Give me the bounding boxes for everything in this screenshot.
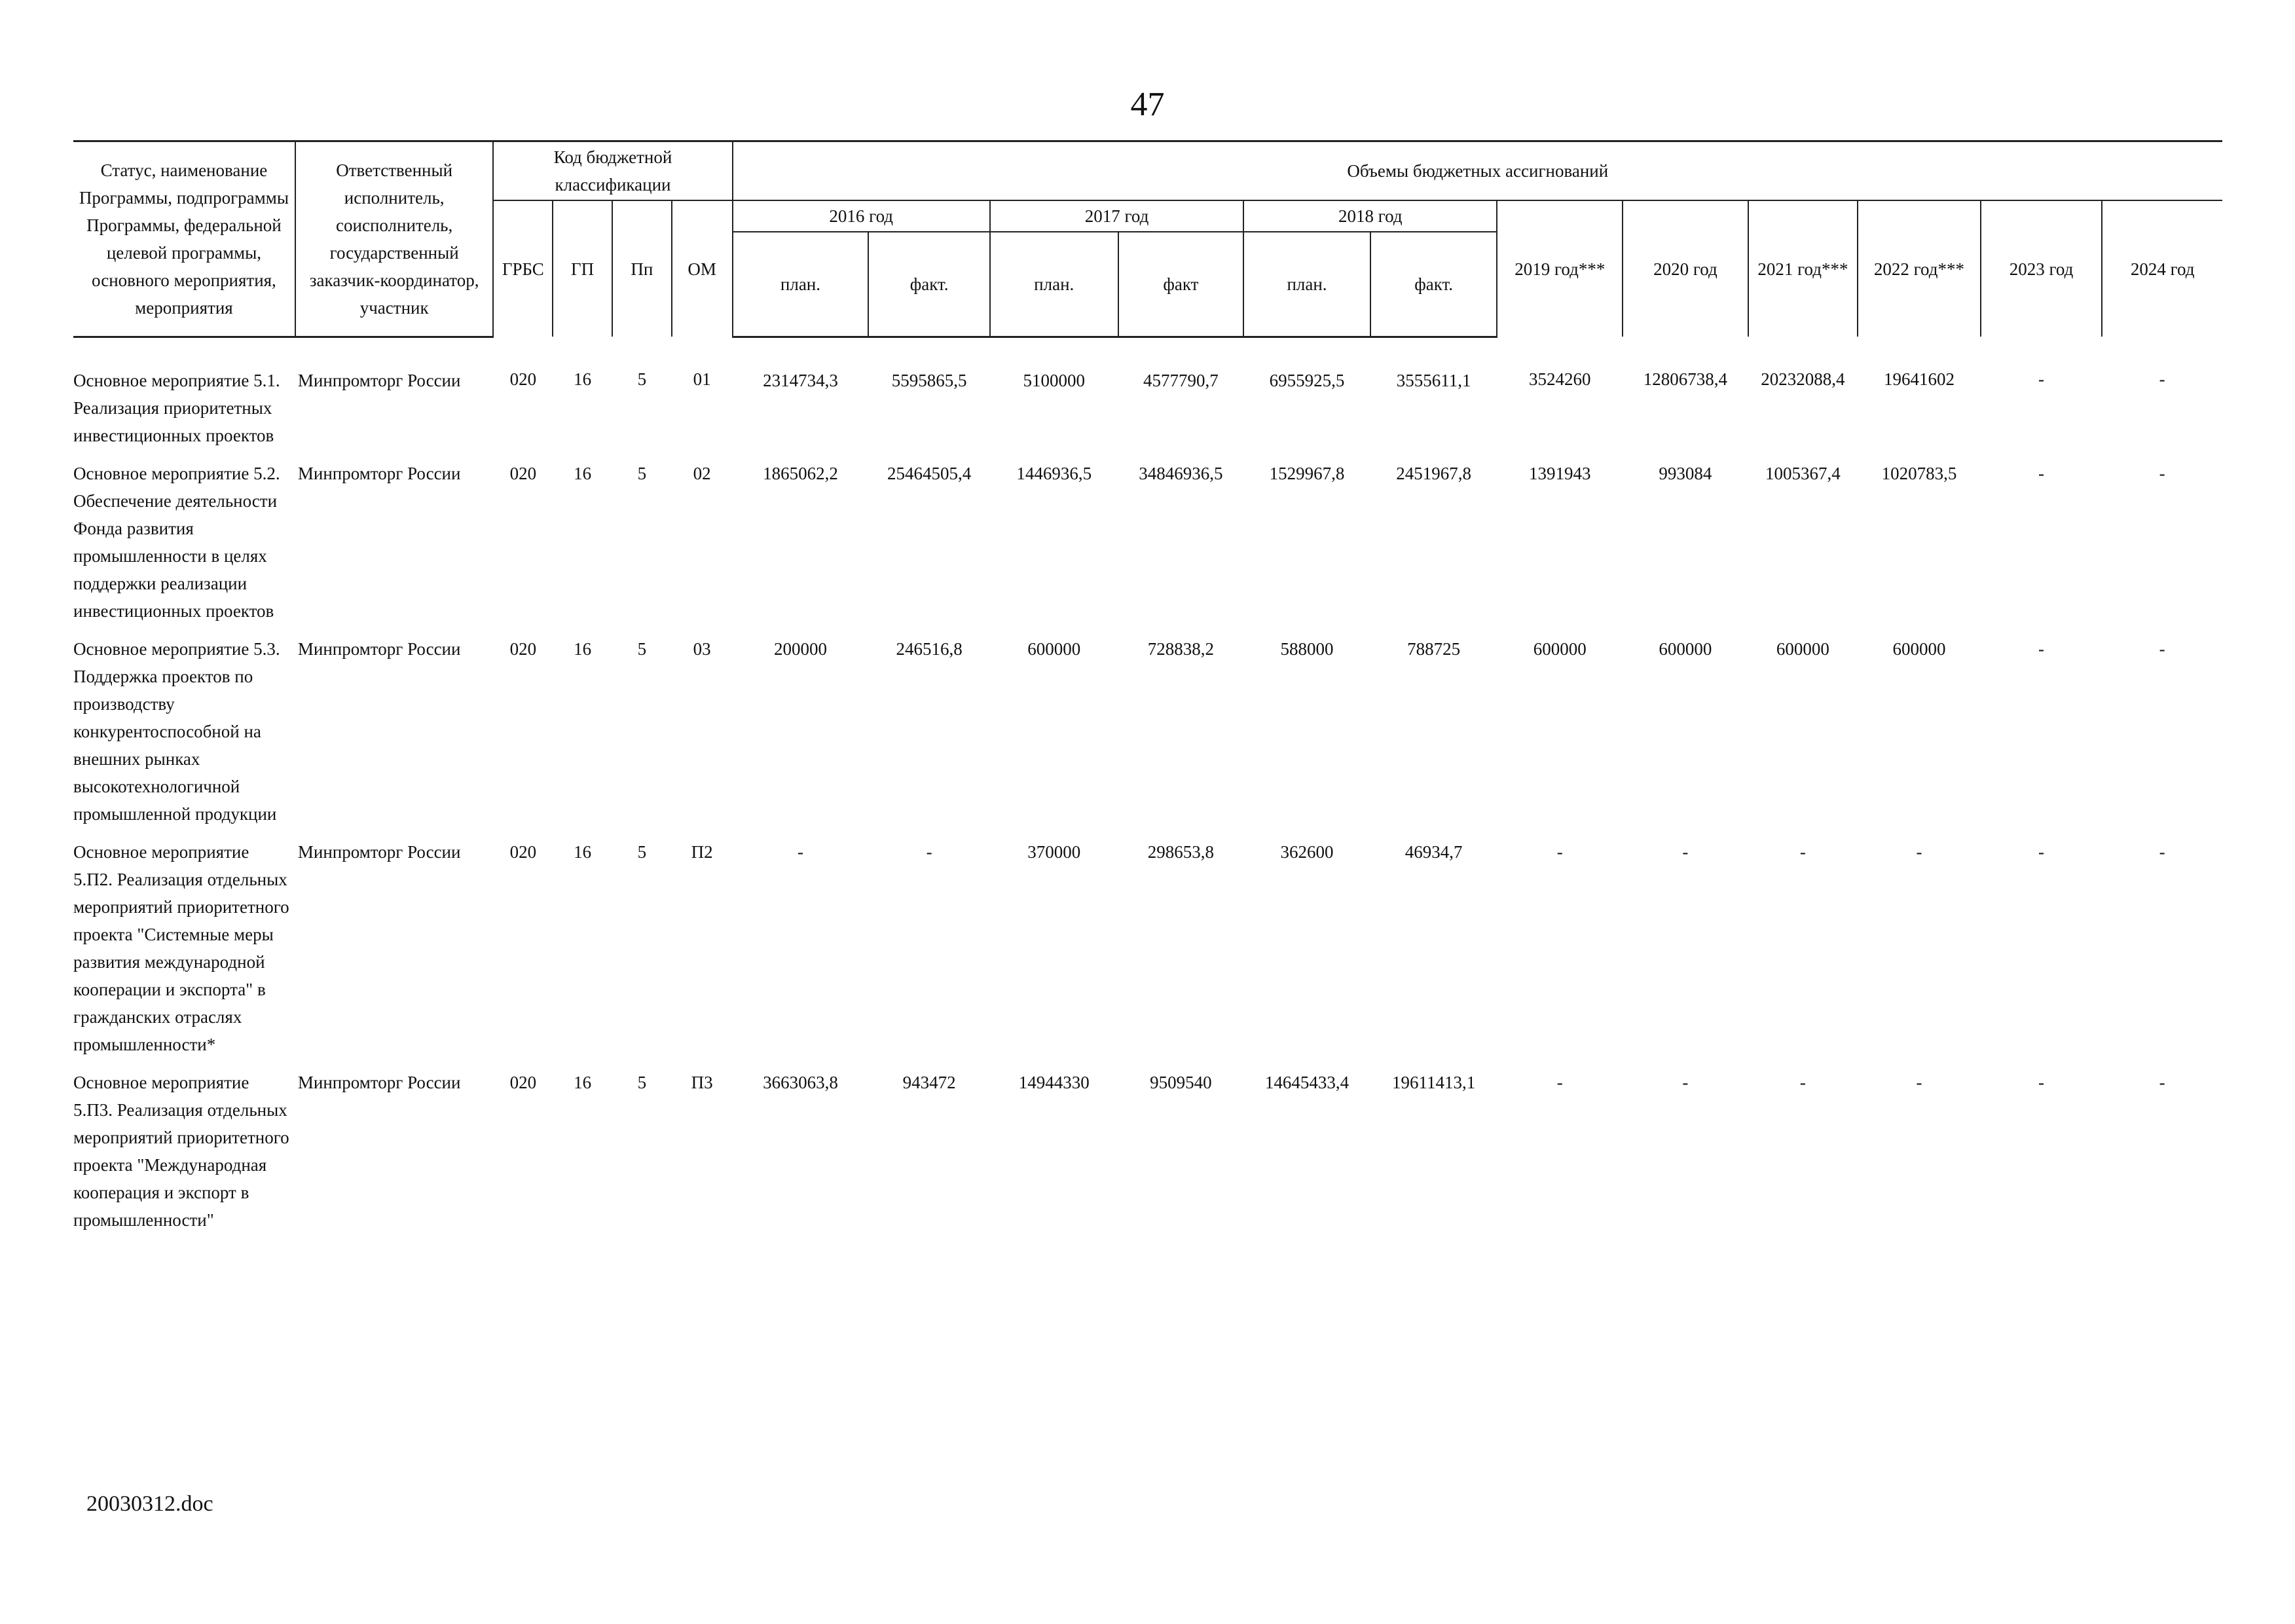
row-status: Основное мероприятие 5.1. Реализация приоритетных инвестиционных проектов xyxy=(73,370,280,445)
row-executor: Минпромторг России xyxy=(297,463,461,483)
row-om: 02 xyxy=(693,463,711,483)
row-grbs: 020 xyxy=(509,1072,537,1092)
value-2016-fact: 25464505,4 xyxy=(887,463,972,483)
value-2016-plan: 2314734,3 xyxy=(763,370,838,390)
row-gp: 16 xyxy=(574,1072,592,1092)
table-row xyxy=(73,838,2222,1069)
row-status: Основное мероприятие 5.П3. Реализация отдельных мероприятий приоритетного проекта "Международная кооперация и экспорт в промышленности" xyxy=(73,1072,289,1230)
row-om: 01 xyxy=(693,369,711,389)
row-pp: 5 xyxy=(637,638,647,659)
row-status: Основное мероприятие 5.2. Обеспечение деятельности Фонда развития промышленности в целях поддержки реализации инвестиционных проектов xyxy=(73,463,280,621)
header-executor: Ответственный исполнитель, соисполнитель, государственный заказчик-координатор, участник xyxy=(295,141,494,337)
value-2017-fact: 34846936,5 xyxy=(1139,463,1223,483)
value-2024: - xyxy=(2159,369,2165,389)
row-executor: Минпромторг России xyxy=(297,1072,461,1092)
header-om: ОМ xyxy=(672,200,733,337)
value-2022: 1020783,5 xyxy=(1881,463,1957,483)
table-row xyxy=(73,1069,2222,1244)
value-2016-fact: 943472 xyxy=(902,1072,956,1092)
table-row xyxy=(73,635,2222,838)
value-2017-fact: 298653,8 xyxy=(1147,841,1214,862)
value-2018-plan: 14645433,4 xyxy=(1264,1072,1349,1092)
header-year-2020: 2020 год xyxy=(1623,200,1748,337)
value-2020: 993084 xyxy=(1659,463,1712,483)
value-2022: - xyxy=(1916,841,1922,862)
header-year-2023: 2023 год xyxy=(1981,200,2102,337)
row-executor: Минпромторг России xyxy=(297,841,461,862)
value-2016-fact: 5595865,5 xyxy=(891,370,967,390)
header-year-2021: 2021 год*** xyxy=(1748,200,1858,337)
value-2018-fact: 46934,7 xyxy=(1405,841,1463,862)
row-executor: Минпромторг России xyxy=(297,638,461,659)
header-gp: ГП xyxy=(553,200,612,337)
value-2018-plan: 362600 xyxy=(1280,841,1334,862)
table-row xyxy=(73,337,2222,460)
header-budget-code: Код бюджетной классификации xyxy=(493,141,732,201)
row-pp: 5 xyxy=(637,463,647,483)
row-pp: 5 xyxy=(637,1072,647,1092)
header-2016-fact: факт. xyxy=(868,232,990,337)
header-2016-plan: план. xyxy=(733,232,869,337)
row-grbs: 020 xyxy=(509,463,537,483)
value-2024: - xyxy=(2159,841,2165,862)
row-status: Основное мероприятие 5.П2. Реализация отдельных мероприятий приоритетного проекта "Системные меры развития международной кооперации и экспорта" в гражданских отраслях промышленности* xyxy=(73,841,289,1054)
value-2020: 12806738,4 xyxy=(1643,369,1728,389)
value-2021: - xyxy=(1799,1072,1806,1092)
value-2021: 600000 xyxy=(1776,638,1829,659)
header-2017-fact: факт xyxy=(1118,232,1244,337)
header-year-2019: 2019 год*** xyxy=(1497,200,1623,337)
value-2021: 20232088,4 xyxy=(1761,369,1845,389)
value-2022: 600000 xyxy=(1892,638,1946,659)
header-volumes: Объемы бюджетных ассигнований xyxy=(733,141,2222,201)
row-grbs: 020 xyxy=(509,369,537,389)
value-2020: - xyxy=(1682,841,1689,862)
value-2018-plan: 1529967,8 xyxy=(1269,463,1345,483)
budget-allocation-table xyxy=(73,140,2222,1244)
value-2023: - xyxy=(2038,841,2045,862)
value-2016-plan: 200000 xyxy=(773,638,827,659)
value-2020: - xyxy=(1682,1072,1689,1092)
value-2016-fact: - xyxy=(926,841,932,862)
value-2017-plan: 5100000 xyxy=(1023,370,1085,390)
value-2021: 1005367,4 xyxy=(1765,463,1841,483)
value-2018-fact: 788725 xyxy=(1407,638,1461,659)
page-number: 47 xyxy=(1130,86,1165,123)
row-executor: Минпромторг России xyxy=(297,370,461,390)
header-grbs: ГРБС xyxy=(493,200,553,337)
row-om: П2 xyxy=(691,841,713,862)
row-grbs: 020 xyxy=(509,841,537,862)
value-2024: - xyxy=(2159,638,2165,659)
row-gp: 16 xyxy=(574,463,592,483)
value-2019: 3524260 xyxy=(1529,369,1591,389)
value-2018-fact: 2451967,8 xyxy=(1396,463,1472,483)
value-2020: 600000 xyxy=(1659,638,1712,659)
row-status: Основное мероприятие 5.3. Поддержка проектов по производству конкурентоспособной на внешних рынках высокотехнологичной промышленной продукции xyxy=(73,638,280,824)
footer-file-name: 20030312.doc xyxy=(86,1492,213,1516)
row-gp: 16 xyxy=(574,841,592,862)
header-year-2018: 2018 год xyxy=(1243,200,1497,232)
row-om: П3 xyxy=(691,1072,713,1092)
value-2018-fact: 19611413,1 xyxy=(1392,1072,1476,1092)
value-2017-plan: 600000 xyxy=(1027,638,1081,659)
value-2017-plan: 370000 xyxy=(1027,841,1081,862)
header-year-2016: 2016 год xyxy=(733,200,990,232)
value-2017-fact: 9509540 xyxy=(1150,1072,1212,1092)
value-2017-fact: 4577790,7 xyxy=(1143,370,1219,390)
table-body xyxy=(73,337,2222,1244)
value-2016-plan: - xyxy=(797,841,803,862)
header-year-2022: 2022 год*** xyxy=(1858,200,1981,337)
row-pp: 5 xyxy=(637,841,647,862)
value-2023: - xyxy=(2038,463,2045,483)
value-2019: - xyxy=(1556,1072,1563,1092)
value-2018-plan: 6955925,5 xyxy=(1269,370,1345,390)
row-om: 03 xyxy=(693,638,711,659)
header-year-2017: 2017 год xyxy=(990,200,1243,232)
value-2017-fact: 728838,2 xyxy=(1147,638,1214,659)
value-2023: - xyxy=(2038,369,2045,389)
value-2019: - xyxy=(1556,841,1563,862)
value-2019: 600000 xyxy=(1533,638,1587,659)
value-2016-plan: 3663063,8 xyxy=(763,1072,838,1092)
value-2024: - xyxy=(2159,1072,2165,1092)
value-2016-plan: 1865062,2 xyxy=(763,463,838,483)
value-2021: - xyxy=(1799,841,1806,862)
value-2023: - xyxy=(2038,1072,2045,1092)
header-year-2024: 2024 год xyxy=(2102,200,2222,337)
row-gp: 16 xyxy=(574,638,592,659)
header-2018-plan: план. xyxy=(1243,232,1370,337)
value-2017-plan: 14944330 xyxy=(1018,1072,1090,1092)
header-2018-fact: факт. xyxy=(1370,232,1497,337)
row-pp: 5 xyxy=(637,369,647,389)
value-2018-plan: 588000 xyxy=(1280,638,1334,659)
value-2024: - xyxy=(2159,463,2165,483)
value-2022: 19641602 xyxy=(1883,369,1955,389)
header-status: Статус, наименование Программы, подпрограммы Программы, федеральной целевой программы, основного мероприятия, мероприятия xyxy=(73,141,295,337)
value-2017-plan: 1446936,5 xyxy=(1016,463,1092,483)
row-grbs: 020 xyxy=(509,638,537,659)
value-2023: - xyxy=(2038,638,2045,659)
value-2018-fact: 3555611,1 xyxy=(1396,370,1471,390)
row-gp: 16 xyxy=(574,369,592,389)
header-pp: Пп xyxy=(612,200,672,337)
value-2019: 1391943 xyxy=(1529,463,1591,483)
table-row xyxy=(73,460,2222,635)
value-2016-fact: 246516,8 xyxy=(896,638,963,659)
table-header xyxy=(73,141,2222,337)
value-2022: - xyxy=(1916,1072,1922,1092)
header-2017-plan: план. xyxy=(990,232,1118,337)
